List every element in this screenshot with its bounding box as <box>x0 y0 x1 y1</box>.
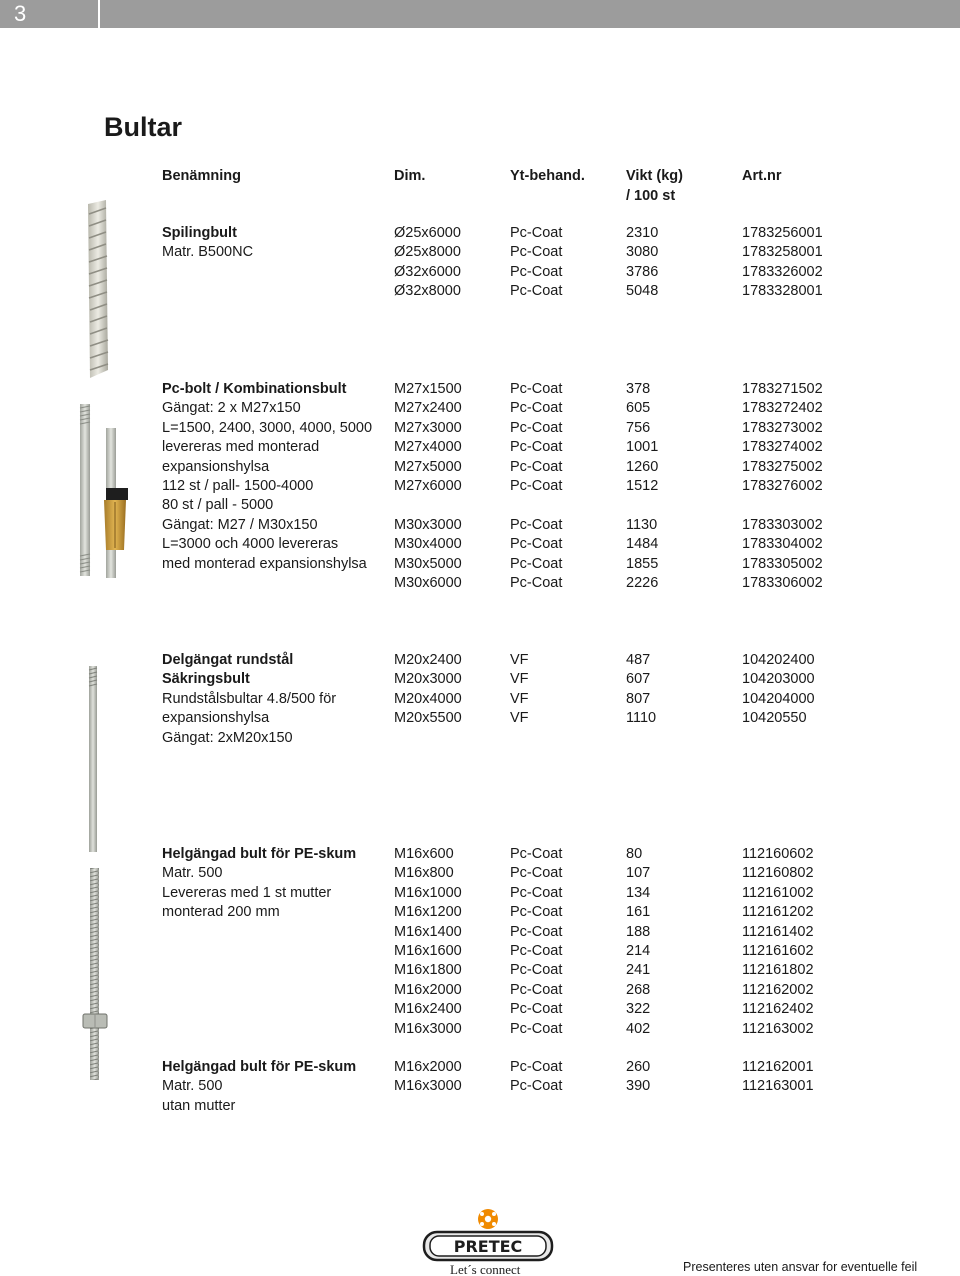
page-number: 3 <box>14 1 27 26</box>
cell-weight: 390 <box>626 1078 651 1095</box>
cell-weight: 1110 <box>626 710 657 727</box>
cell-surface-treatment: Pc-Coat <box>510 555 563 572</box>
cell-article-number: 1783256001 <box>742 225 823 241</box>
cell-weight: 161 <box>626 904 651 921</box>
cell-surface-treatment: Pc-Coat <box>510 865 563 882</box>
cell-dim: M20x4000 <box>394 690 462 707</box>
cell-weight: 241 <box>626 962 651 979</box>
product-name: Spilingbult <box>162 225 237 241</box>
product-description-line: expansionshylsa <box>162 458 270 475</box>
cell-article-number: 1783304002 <box>742 536 823 553</box>
cell-article-number: 1783258001 <box>742 244 823 261</box>
product-description-line: monterad 200 mm <box>162 904 280 921</box>
cell-weight: 268 <box>626 981 651 998</box>
cell-dim: M30x5000 <box>394 555 462 572</box>
cell-article-number: 112160602 <box>742 846 814 862</box>
cell-weight: 260 <box>626 1059 651 1075</box>
header-vikt-unit: / 100 st <box>626 188 676 204</box>
product-description-line: utan mutter <box>162 1097 236 1114</box>
cell-article-number: 112162002 <box>742 981 814 998</box>
cell-article-number: 1783272402 <box>742 400 823 417</box>
cell-article-number: 112161802 <box>742 962 814 979</box>
cell-dim: M16x2400 <box>394 1001 462 1018</box>
cell-article-number: 112161602 <box>742 943 814 959</box>
cell-weight: 5048 <box>626 283 659 300</box>
cell-article-number: 1783274002 <box>742 439 823 456</box>
cell-article-number: 10420550 <box>742 710 807 727</box>
cell-surface-treatment: Pc-Coat <box>510 981 563 998</box>
cell-surface-treatment: Pc-Coat <box>510 1001 563 1018</box>
cell-surface-treatment: Pc-Coat <box>510 381 563 397</box>
cell-surface-treatment: Pc-Coat <box>510 904 563 921</box>
cell-article-number: 104202400 <box>742 652 815 668</box>
cell-surface-treatment: Pc-Coat <box>510 923 563 940</box>
product-name: Helgängad bult för PE-skum <box>162 846 357 862</box>
cell-weight: 107 <box>626 865 651 882</box>
cell-article-number: 112163001 <box>742 1078 814 1095</box>
cell-surface-treatment: Pc-Coat <box>510 1059 563 1075</box>
cell-weight: 1001 <box>626 439 659 456</box>
header-benamning: Benämning <box>162 168 241 184</box>
cell-surface-treatment: Pc-Coat <box>510 419 563 436</box>
cell-surface-treatment: VF <box>510 690 529 707</box>
pretec-logo <box>420 1208 556 1276</box>
cell-dim: M30x4000 <box>394 536 462 553</box>
cell-weight: 3080 <box>626 244 659 261</box>
cell-dim: M16x1000 <box>394 884 462 901</box>
product-description-line: Gängat: 2 x M27x150 <box>162 400 301 417</box>
product-description-line: L=1500, 2400, 3000, 4000, 5000 <box>162 419 373 436</box>
cell-dim: M27x3000 <box>394 419 462 436</box>
footer-disclaimer: Presenteres uten ansvar for eventuelle feil <box>683 1260 918 1274</box>
cell-dim: M16x600 <box>394 846 454 862</box>
cell-surface-treatment: Pc-Coat <box>510 575 563 591</box>
cell-weight: 807 <box>626 690 651 707</box>
cell-weight: 1260 <box>626 458 659 475</box>
logo-tagline: Let´s connect <box>450 1262 521 1276</box>
cell-dim: M16x1400 <box>394 923 462 940</box>
cell-dim: Ø32x8000 <box>394 283 461 300</box>
cell-dim: M16x1600 <box>394 943 462 959</box>
product-description-line: med monterad expansionshylsa <box>162 555 367 572</box>
cell-surface-treatment: Pc-Coat <box>510 516 563 533</box>
header-divider <box>98 0 100 28</box>
cell-article-number: 104203000 <box>742 671 815 688</box>
cell-surface-treatment: Pc-Coat <box>510 283 563 300</box>
cell-weight: 402 <box>626 1020 651 1037</box>
cell-weight: 2310 <box>626 225 659 241</box>
product-description-line: expansionshylsa <box>162 710 270 727</box>
cell-dim: Ø32x6000 <box>394 263 461 280</box>
header-yt-behand: Yt-behand. <box>510 168 585 184</box>
cell-weight: 188 <box>626 923 651 940</box>
cell-dim: M30x6000 <box>394 575 462 591</box>
cell-dim: M20x5500 <box>394 710 462 727</box>
cell-dim: M27x2400 <box>394 400 462 417</box>
product-description-line: Rundstålsbultar 4.8/500 för <box>162 690 337 707</box>
cell-surface-treatment: Pc-Coat <box>510 478 563 494</box>
header-artnr: Art.nr <box>742 168 782 184</box>
cell-surface-treatment: Pc-Coat <box>510 962 563 979</box>
rebar-bolt-illustration <box>84 200 110 380</box>
cell-article-number: 1783275002 <box>742 458 823 475</box>
cell-weight: 607 <box>626 671 651 688</box>
product-name: Helgängad bult för PE-skum <box>162 1059 357 1075</box>
cell-dim: M16x800 <box>394 865 454 882</box>
cell-surface-treatment: VF <box>510 710 529 727</box>
cell-weight: 134 <box>626 884 651 901</box>
product-description-line: 80 st / pall - 5000 <box>162 497 274 514</box>
logo-brand: PRETEC <box>453 1237 523 1256</box>
cell-dim: M16x1200 <box>394 904 462 921</box>
cell-article-number: 1783273002 <box>742 419 823 436</box>
cell-surface-treatment: Pc-Coat <box>510 439 563 456</box>
cell-surface-treatment: VF <box>510 671 529 688</box>
cell-surface-treatment: Pc-Coat <box>510 846 563 862</box>
product-description-line: Gängat: 2xM20x150 <box>162 729 293 746</box>
cell-surface-treatment: Pc-Coat <box>510 1020 563 1037</box>
cell-article-number: 112163002 <box>742 1020 814 1037</box>
product-description-line: Säkringsbult <box>162 671 250 688</box>
cell-article-number: 112162001 <box>742 1059 814 1075</box>
cell-dim: M27x6000 <box>394 478 462 494</box>
cell-weight: 214 <box>626 943 651 959</box>
cell-surface-treatment: Pc-Coat <box>510 400 563 417</box>
page-header-bar <box>0 0 960 28</box>
cell-dim: M27x5000 <box>394 458 462 475</box>
product-description-line: L=3000 och 4000 levereras <box>162 536 339 553</box>
product-description-line: Matr. B500NC <box>162 244 254 261</box>
cell-article-number: 1783306002 <box>742 575 823 591</box>
product-description-line: Matr. 500 <box>162 1078 223 1095</box>
product-description-line: 112 st / pall- 1500-4000 <box>162 478 314 494</box>
page-title: Bultar <box>104 112 183 142</box>
product-name: Pc-bolt / Kombinationsbult <box>162 381 347 397</box>
header-dim: Dim. <box>394 168 426 184</box>
cell-weight: 1130 <box>626 516 658 533</box>
cell-article-number: 1783276002 <box>742 478 823 494</box>
product-description-line: Matr. 500 <box>162 865 223 882</box>
cell-article-number: 112162402 <box>742 1001 814 1018</box>
cell-weight: 322 <box>626 1001 651 1018</box>
cell-dim: M16x1800 <box>394 962 462 979</box>
cell-weight: 80 <box>626 846 643 862</box>
cell-surface-treatment: Pc-Coat <box>510 884 563 901</box>
cell-dim: Ø25x6000 <box>394 225 461 241</box>
cell-surface-treatment: Pc-Coat <box>510 244 563 261</box>
cell-dim: M20x2400 <box>394 652 462 668</box>
cell-article-number: 1783271502 <box>742 381 823 397</box>
product-description-line: levereras med monterad <box>162 439 320 456</box>
cell-surface-treatment: Pc-Coat <box>510 225 563 241</box>
cell-dim: M16x2000 <box>394 981 462 998</box>
cell-article-number: 1783305002 <box>742 555 823 572</box>
cell-article-number: 112161402 <box>742 923 814 940</box>
cell-weight: 3786 <box>626 263 659 280</box>
cell-dim: M30x3000 <box>394 516 462 533</box>
cell-weight: 2226 <box>626 575 659 591</box>
product-description-line: Levereras med 1 st mutter <box>162 884 332 901</box>
product-name: Delgängat rundstål <box>162 652 294 668</box>
logo-emblem-icon <box>478 1209 498 1229</box>
cell-dim: M27x1500 <box>394 381 462 397</box>
cell-surface-treatment: Pc-Coat <box>510 536 563 553</box>
cell-dim: M16x3000 <box>394 1020 462 1037</box>
cell-weight: 1855 <box>626 555 659 572</box>
cell-article-number: 1783328001 <box>742 283 823 300</box>
cell-dim: Ø25x8000 <box>394 244 461 261</box>
cell-weight: 378 <box>626 381 651 397</box>
cell-article-number: 104204000 <box>742 690 815 707</box>
cell-article-number: 112161002 <box>742 884 814 901</box>
cell-weight: 605 <box>626 400 651 417</box>
cell-weight: 756 <box>626 419 651 436</box>
cell-dim: M16x2000 <box>394 1059 462 1075</box>
header-vikt: Vikt (kg) <box>626 168 683 184</box>
cell-surface-treatment: VF <box>510 652 529 668</box>
cell-dim: M27x4000 <box>394 439 462 456</box>
threaded-bolt-illustration <box>80 866 110 1082</box>
cell-article-number: 1783303002 <box>742 516 823 533</box>
cell-article-number: 112161202 <box>742 904 814 921</box>
cell-surface-treatment: Pc-Coat <box>510 1078 563 1095</box>
combination-bolt-illustration <box>76 402 136 580</box>
cell-surface-treatment: Pc-Coat <box>510 943 563 959</box>
round-steel-bolt-illustration <box>86 664 100 854</box>
cell-surface-treatment: Pc-Coat <box>510 458 563 475</box>
cell-dim: M16x3000 <box>394 1078 462 1095</box>
product-description-line: Gängat: M27 / M30x150 <box>162 516 318 533</box>
cell-weight: 1512 <box>626 478 659 494</box>
cell-surface-treatment: Pc-Coat <box>510 263 563 280</box>
cell-article-number: 112160802 <box>742 865 814 882</box>
cell-dim: M20x3000 <box>394 671 462 688</box>
cell-weight: 1484 <box>626 536 659 553</box>
cell-weight: 487 <box>626 652 651 668</box>
cell-article-number: 1783326002 <box>742 263 823 280</box>
